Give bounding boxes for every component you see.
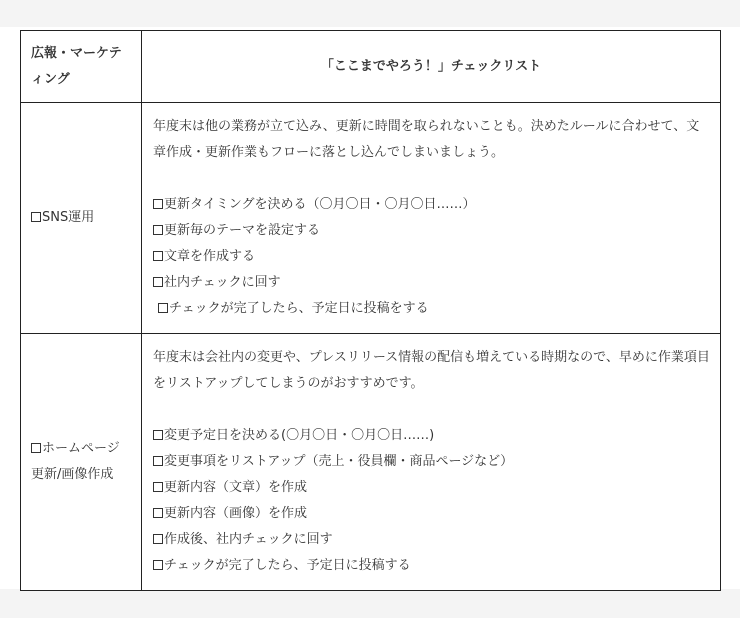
row-label-text: SNS運用	[42, 210, 95, 225]
checkbox-icon	[153, 251, 163, 261]
checklist-item: 文章を作成する	[153, 244, 710, 270]
intro-text: 年度末は会社内の変更や、プレスリリース情報の配信も増えている時期なので、早めに作業項目をリストアップしてしまうのがおすすめです。	[153, 350, 710, 391]
table-row	[21, 334, 721, 591]
row-label-homepage	[21, 334, 142, 591]
checkbox-icon	[153, 560, 163, 570]
header-category: 広報・マーケティング	[21, 31, 142, 103]
table-row	[21, 103, 721, 334]
intro-text: 年度末は他の業務が立て込み、更新に時間を取られないことも。決めたルールに合わせて、文章作成・更新作業もフローに落とし込んでしまいましょう。	[153, 119, 700, 160]
row-content-homepage	[142, 334, 721, 591]
checklist-table	[20, 30, 721, 591]
checklist-item: チェックが完了したら、予定日に投稿をする	[153, 296, 710, 322]
checkbox-icon	[153, 508, 163, 518]
checklist-item: 更新内容（文章）を作成	[153, 475, 710, 501]
checkbox-icon	[153, 482, 163, 492]
checkbox-icon	[31, 210, 42, 225]
checkbox-icon	[153, 456, 163, 466]
checklist-item: 変更事項をリストアップ（売上・役員欄・商品ページなど）	[153, 449, 710, 475]
checkbox-icon	[31, 441, 42, 456]
table-header-row	[21, 31, 721, 103]
checklist-item: チェックが完了したら、予定日に投稿する	[153, 553, 710, 579]
checklist-item: 社内チェックに回す	[153, 270, 710, 296]
checkbox-icon	[153, 277, 163, 287]
checkbox-icon	[153, 225, 163, 235]
checklist-item: 変更予定日を決める(〇月〇日・〇月〇日……)	[153, 423, 710, 449]
header-checklist-title: 「ここまでやろう！」チェックリスト	[142, 31, 721, 103]
checkbox-icon	[153, 430, 163, 440]
checklist-item: 更新毎のテーマを設定する	[153, 218, 710, 244]
checkbox-icon	[153, 534, 163, 544]
checkbox-icon	[158, 303, 168, 313]
checklist-item: 更新タイミングを決める（〇月〇日・〇月〇日……）	[153, 192, 710, 218]
row-label-sns	[21, 103, 142, 334]
checkbox-icon	[153, 199, 163, 209]
checklist-item: 作成後、社内チェックに回す	[153, 527, 710, 553]
checklist-item: 更新内容（画像）を作成	[153, 501, 710, 527]
row-content-sns	[142, 103, 721, 334]
row-label-text: ホームページ更新/画像作成	[31, 441, 120, 482]
